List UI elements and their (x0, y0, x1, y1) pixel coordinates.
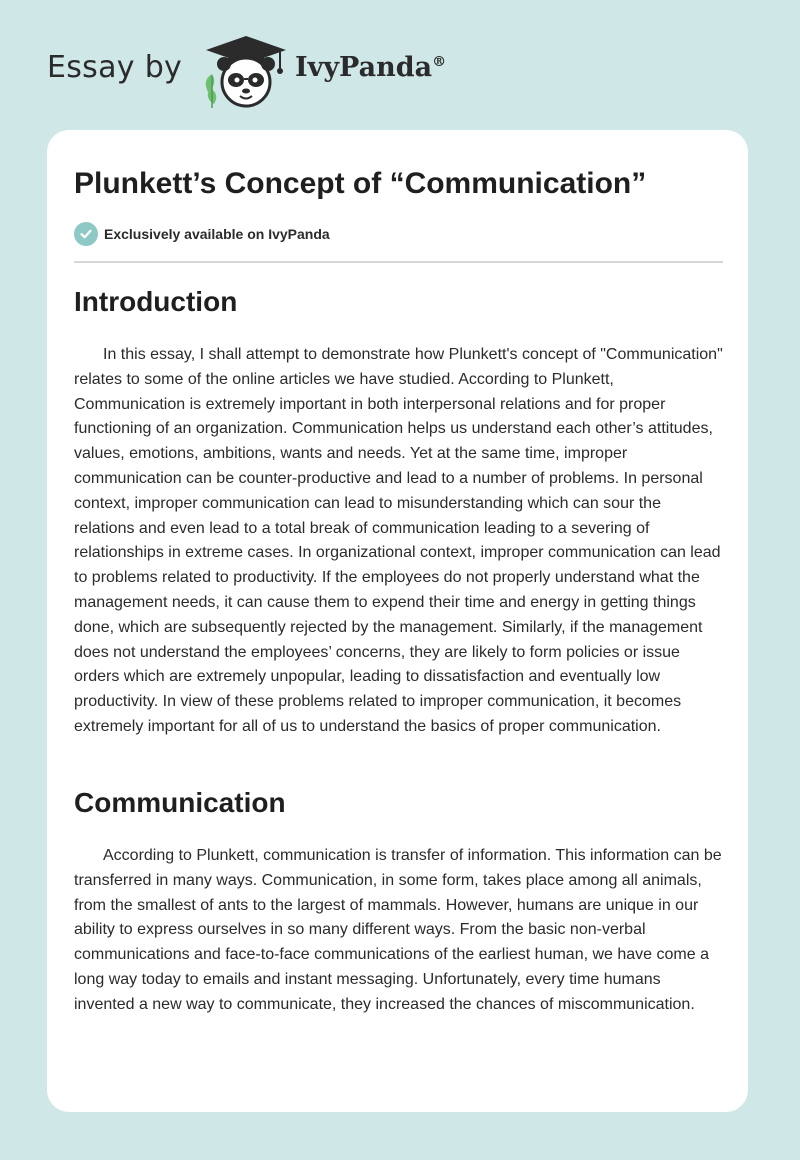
badge-label: Exclusively available on IvyPanda (104, 226, 330, 242)
brand-name (295, 52, 446, 83)
check-circle-icon (74, 222, 98, 246)
essay-card (47, 130, 748, 1112)
section-heading-communication: Communication (74, 787, 286, 818)
section-paragraph-introduction: In this essay, I shall attempt to demonstrate how Plunkett's concept of "Communication" relates to some of the online articles we have studied. According to Plunkett, Communication is extremely important in both interpersonal relations and for proper functioning of an organization. Communication helps us understand each other’s attitudes, values, emotions, ambitions, wants and needs. Yet at the same time, improper communication can be counter-productive and lead to a number of problems. In personal context, improper communication can lead to misunderstanding which can sour the relations and even lead to a total break of communication leading to a severing of relationships in extreme cases. In organizational context, improper communication can lead to problems related to productivity. If the employees do not properly understand what the management needs, it can cause them to expend their time and energy in getting things done, which are subsequently rejected by the management. Similarly, if the management does not understand the employees’ concerns, they are likely to form policies or issue orders which are extremely unpopular, leading to dissatisfaction and eventually low productivity. In view of these problems related to improper communication, it becomes extremely important for all of us to understand the basics of proper communication. (74, 346, 723, 735)
essay-by-label: Essay by (47, 50, 183, 85)
panda-graduate-icon (200, 34, 292, 110)
site-header (0, 0, 800, 130)
section-heading-introduction: Introduction (74, 286, 238, 317)
brand-label: IvyPanda (295, 52, 433, 83)
divider (74, 261, 723, 263)
page-title: Plunkett’s Concept of “Communication” (74, 167, 647, 200)
exclusive-badge (74, 222, 330, 246)
registered-mark: ® (432, 54, 447, 70)
section-paragraph-communication: According to Plunkett, communication is transfer of information. This information can be transferred in many ways. Communication, in some form, takes place among all animals, from the smallest of ants to the largest of mammals. However, humans are unique in our ability to express ourselves in so many different ways. From the basic non-verbal communications and face-to-face communications of the earliest human, we have come a long way today to emails and instant messaging. Unfortunately, every time humans invented a new way to communicate, they increased the chances of miscommunication. (74, 847, 722, 1013)
